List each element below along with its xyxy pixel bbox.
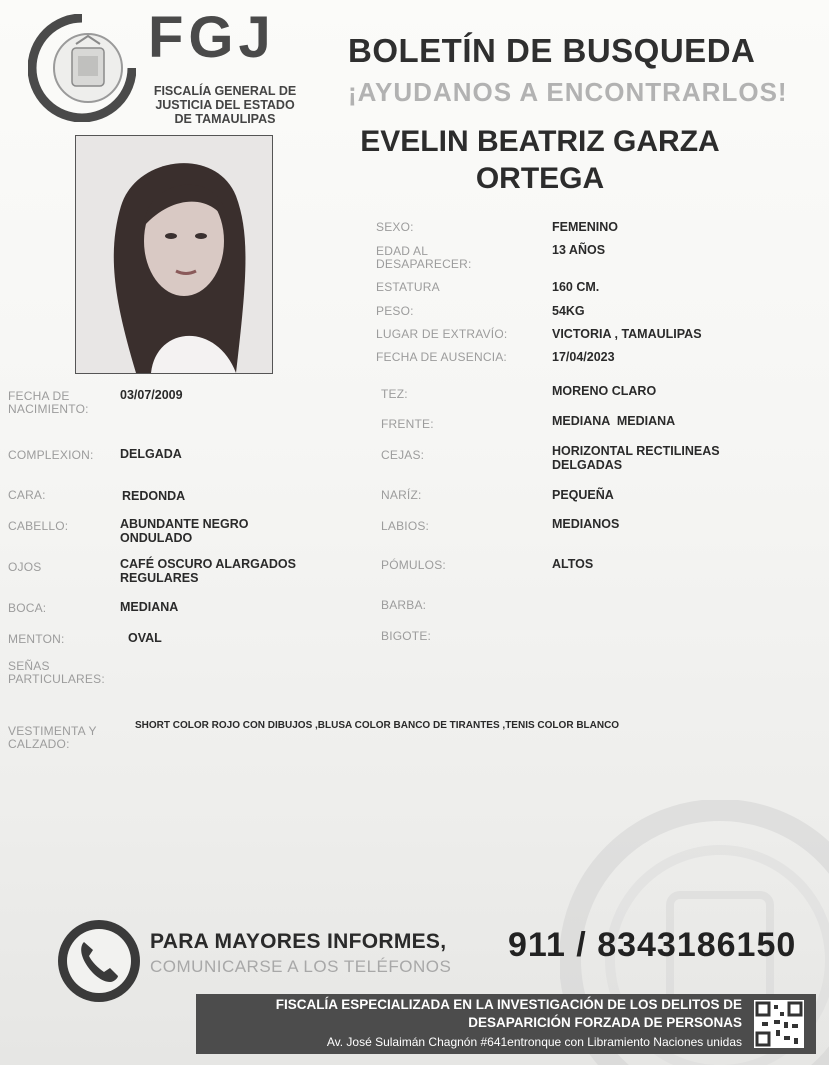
sexo-value: FEMENINO <box>552 220 618 234</box>
complexion-value: DELGADA <box>120 447 182 461</box>
agency-line2: DESAPARICIÓN FORZADA DE PERSONAS <box>468 1015 742 1030</box>
person-name-line2: ORTEGA <box>475 162 605 195</box>
cara-value: REDONDA <box>122 489 186 503</box>
pomulos-label: PÓMULOS: <box>381 558 446 572</box>
bulletin-title: BOLETÍN DE BUSQUEDA <box>348 32 756 69</box>
estatura-value: 160 CM. <box>552 280 600 294</box>
vestimenta-value: SHORT COLOR ROJO CON DIBUJOS ,BLUSA COLOR BANCO DE TIRANTES ,TENIS COLOR BLANCO <box>135 720 620 731</box>
person-name-line1: EVELIN BEATRIZ GARZA <box>360 125 720 158</box>
cara-label: CARA: <box>8 488 46 502</box>
peso-value: 54KG <box>552 304 585 318</box>
phone-icon <box>56 918 142 1004</box>
frente-value: MEDIANA MEDIANA <box>552 414 676 428</box>
sexo-label: SEXO: <box>376 220 414 234</box>
cejas-label: CEJAS: <box>381 448 425 462</box>
boca-label: BOCA: <box>8 601 47 615</box>
comunicarse-text: COMUNICARSE A LOS TELÉFONOS <box>150 957 452 976</box>
menton-value: OVAL <box>128 631 162 645</box>
org-abbreviation: FGJ <box>148 5 276 70</box>
cejas-value: HORIZONTAL RECTILINEAS DELGADAS <box>552 444 720 472</box>
fecha-ausencia-label: FECHA DE AUSENCIA: <box>376 350 507 364</box>
labios-value: MEDIANOS <box>552 517 620 531</box>
labios-label: LABIOS: <box>381 519 430 533</box>
ojos-label: OJOS <box>8 560 42 574</box>
tez-value: MORENO CLARO <box>552 384 657 398</box>
lugar-label: LUGAR DE EXTRAVÍO: <box>376 327 508 341</box>
tez-label: TEZ: <box>381 387 408 401</box>
agency-line1: FISCALÍA ESPECIALIZADA EN LA INVESTIGACIÓN DE LOS DELITOS DE <box>275 997 742 1012</box>
pomulos-value: ALTOS <box>552 557 594 571</box>
barba-label: BARBA: <box>381 598 427 612</box>
nacimiento-value: 03/07/2009 <box>120 388 183 402</box>
fgj-seal-logo-icon <box>28 14 136 122</box>
vestimenta-label: VESTIMENTA Y CALZADO: <box>8 724 97 751</box>
org-name <box>140 84 310 126</box>
cabello-label: CABELLO: <box>8 519 69 533</box>
peso-label: PESO: <box>376 304 414 318</box>
org-name-line3: DE TAMAULIPAS <box>174 112 276 126</box>
org-name-line1: FISCALÍA GENERAL DE <box>153 84 297 98</box>
agency-footer-bar <box>196 994 816 1054</box>
frente-label: FRENTE: <box>381 417 434 431</box>
informes-text: PARA MAYORES INFORMES, <box>150 930 447 953</box>
org-name-line2: JUSTICIA DEL ESTADO <box>155 98 295 112</box>
nariz-label: NARÍZ: <box>381 488 422 502</box>
qr-code-icon <box>754 1000 804 1048</box>
complexion-label: COMPLEXION: <box>8 448 94 462</box>
menton-label: MENTON: <box>8 632 65 646</box>
edad-value: 13 AÑOS <box>552 243 606 257</box>
boca-value: MEDIANA <box>120 600 179 614</box>
portrait-image <box>76 136 272 373</box>
nacimiento-label: FECHA DE NACIMIENTO: <box>8 389 89 416</box>
estatura-label: ESTATURA <box>376 280 440 294</box>
bigote-label: BIGOTE: <box>381 629 432 643</box>
agency-address: Av. José Sulaimán Chagnón #641entronque con Libramiento Naciones unidas <box>326 1035 742 1049</box>
edad-label: EDAD AL DESAPARECER: <box>376 244 472 271</box>
cabello-value: ABUNDANTE NEGRO ONDULADO <box>120 517 249 545</box>
lugar-value: VICTORIA , TAMAULIPAS <box>552 327 702 341</box>
nariz-value: PEQUEÑA <box>552 488 614 502</box>
contact-phone-number: 911 / 8343186150 <box>508 926 797 964</box>
senas-label: SEÑAS PARTICULARES: <box>8 659 105 686</box>
ojos-value: CAFÉ OSCURO ALARGADOS REGULARES <box>120 557 296 585</box>
fecha-ausencia-value: 17/04/2023 <box>552 350 615 364</box>
person-photo <box>75 135 273 374</box>
bulletin-subtitle: ¡AYUDANOS A ENCONTRARLOS! <box>348 77 788 107</box>
